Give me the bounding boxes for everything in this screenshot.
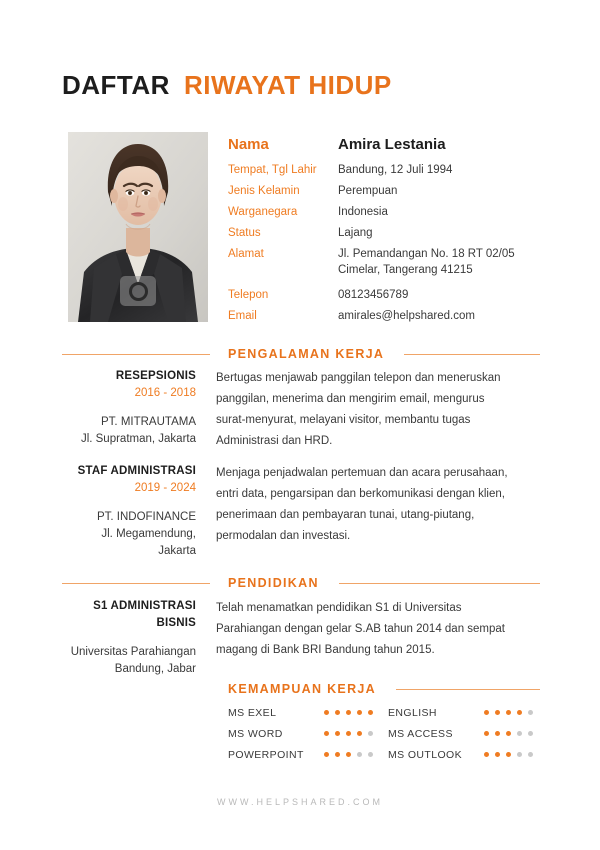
section-title-education: PENDIDIKAN (228, 576, 319, 590)
rating-dot-filled (335, 731, 340, 736)
rating-dot-empty (528, 710, 533, 715)
page-title (62, 70, 392, 101)
rating-dot-filled (506, 731, 511, 736)
rating-dot-filled (335, 710, 340, 715)
skill-rating-dots (484, 710, 533, 715)
rating-dot-empty (517, 731, 522, 736)
skill-item (228, 702, 388, 723)
skill-rating-dots (484, 731, 533, 736)
label-tempat-tgl-lahir: Tempat, Tgl Lahir (228, 164, 317, 176)
section-header-experience (62, 347, 540, 361)
rating-dot-filled (324, 731, 329, 736)
row-warganegara (228, 204, 544, 220)
education-institution: Universitas Parahiangan (70, 646, 196, 658)
personal-name-row (228, 136, 544, 153)
label-jenis-kelamin: Jenis Kelamin (228, 185, 300, 197)
rating-dot-empty (368, 752, 373, 757)
section-header-education (62, 576, 540, 590)
label-nama: Nama (228, 136, 269, 153)
experience-1-description (212, 368, 540, 452)
value-telepon: 08123456789 (338, 289, 409, 301)
experience-2-role: STAF ADMINISTRASI (77, 465, 196, 477)
experience-2-desc-line-4: permodalan dan investasi. (216, 530, 351, 542)
education-desc-line-2: Parahiangan dengan gelar S.AB tahun 2014 dan sempat (216, 623, 505, 635)
section-rule-right (339, 583, 540, 584)
experience-2-years: 2019 - 2024 (134, 482, 196, 494)
rating-dot-empty (528, 731, 533, 736)
rating-dot-filled (495, 710, 500, 715)
rating-dot-filled (346, 710, 351, 715)
label-alamat: Alamat (228, 248, 264, 260)
skill-item (388, 702, 540, 723)
section-rule-right (396, 689, 540, 690)
rating-dot-empty (517, 752, 522, 757)
row-tempat-tgl-lahir (228, 162, 544, 178)
row-email (228, 308, 544, 324)
rating-dot-filled (506, 752, 511, 757)
skill-item (228, 744, 388, 765)
experience-1-location: Jl. Supratman, Jakarta (80, 433, 196, 445)
alamat-line-1: Jl. Pemandangan No. 18 RT 02/05 (338, 248, 515, 260)
experience-2-desc-line-3: penerimaan dan pembayaran tunai, utang-piutang, (216, 509, 475, 521)
experience-2-desc-line-2: entri data, pengarsipan dan berkomunikasi dengan klien, (216, 488, 505, 500)
rating-dot-filled (484, 731, 489, 736)
section-header-skills (228, 682, 540, 696)
rating-dot-filled (346, 731, 351, 736)
experience-1-company: PT. MITRAUTAMA (101, 416, 196, 428)
education-desc-line-1: Telah menamatkan pendidikan S1 di Universitas (216, 602, 462, 614)
rating-dot-empty (357, 752, 362, 757)
education-location: Bandung, Jabar (114, 663, 196, 675)
skills-grid (228, 702, 540, 765)
rating-dot-filled (495, 752, 500, 757)
row-telepon (228, 287, 544, 303)
label-email: Email (228, 310, 257, 322)
rating-dot-empty (368, 731, 373, 736)
experience-2-company: PT. INDOFINANCE (96, 511, 196, 523)
rating-dot-filled (517, 710, 522, 715)
experience-2-meta (62, 463, 212, 560)
education-description (212, 598, 540, 678)
label-status: Status (228, 227, 261, 239)
rating-dot-filled (357, 710, 362, 715)
skill-label: MS OUTLOOK (388, 748, 463, 761)
rating-dot-filled (368, 710, 373, 715)
value-jenis-kelamin: Perempuan (338, 185, 398, 197)
skill-label: ENGLISH (388, 706, 437, 719)
value-alamat (338, 246, 515, 278)
rating-dot-filled (324, 710, 329, 715)
rating-dot-filled (506, 710, 511, 715)
rating-dot-filled (335, 752, 340, 757)
skill-item (388, 744, 540, 765)
rating-dot-filled (484, 710, 489, 715)
skill-item (388, 723, 540, 744)
experience-1-desc-line-3: surat-menyurat, melayani visitor, membantu tugas (216, 414, 471, 426)
education-desc-line-3: magang di Bank BRI Bandung tahun 2015. (216, 644, 435, 656)
alamat-line-2: Cimelar, Tangerang 41215 (338, 264, 473, 276)
applicant-photo (68, 132, 208, 322)
rating-dot-filled (484, 752, 489, 757)
value-email: amirales@helpshared.com (338, 310, 475, 322)
section-rule-left (62, 583, 210, 584)
row-jenis-kelamin (228, 183, 544, 199)
experience-2-description (212, 463, 540, 560)
rating-dot-filled (346, 752, 351, 757)
label-telepon: Telepon (228, 289, 269, 301)
experience-1-meta (62, 368, 212, 452)
title-riwayat-hidup: RIWAYAT HIDUP (183, 70, 392, 100)
value-nama: Amira Lestania (338, 136, 446, 153)
title-daftar: DAFTAR (62, 70, 170, 100)
experience-1-role: RESEPSIONIS (115, 370, 196, 382)
footer-website: WWW.HELPSHARED.COM (216, 797, 383, 807)
rating-dot-filled (324, 752, 329, 757)
education-meta (62, 598, 212, 678)
experience-1-years: 2016 - 2018 (134, 387, 196, 399)
row-status (228, 225, 544, 241)
experience-1-desc-line-2: panggilan, menerima dan mengirim email, mengurus (216, 393, 485, 405)
experience-2-location: Jl. Megamendung, Jakarta (101, 528, 196, 557)
experience-1-desc-line-4: Administrasi dan HRD. (216, 435, 333, 447)
personal-info (228, 136, 544, 329)
education-entry (62, 598, 540, 678)
value-status: Lajang (338, 227, 373, 239)
skill-label: MS EXEL (228, 706, 277, 719)
section-rule-left (62, 354, 210, 355)
camera-icon (120, 276, 156, 306)
skill-label: MS ACCESS (388, 727, 453, 740)
value-tempat-tgl-lahir: Bandung, 12 Juli 1994 (338, 164, 453, 176)
skill-rating-dots (484, 752, 533, 757)
skill-item (228, 723, 388, 744)
row-alamat (228, 246, 544, 278)
skill-label: MS WORD (228, 727, 283, 740)
education-degree: S1 ADMINISTRASI BISNIS (93, 600, 196, 629)
experience-2-desc-line-1: Menjaga penjadwalan pertemuan dan acara perusahaan, (216, 467, 508, 479)
rating-dot-empty (528, 752, 533, 757)
rating-dot-filled (495, 731, 500, 736)
experience-1-desc-line-1: Bertugas menjawab panggilan telepon dan meneruskan (216, 372, 501, 384)
label-warganegara: Warganegara (228, 206, 298, 218)
skill-rating-dots (324, 752, 373, 757)
experience-entry-1 (62, 368, 540, 452)
rating-dot-filled (357, 731, 362, 736)
value-warganegara: Indonesia (338, 206, 388, 218)
section-title-experience: PENGALAMAN KERJA (228, 347, 385, 361)
skill-label: POWERPOINT (228, 748, 304, 761)
section-rule-right (404, 354, 540, 355)
skill-rating-dots (324, 710, 373, 715)
section-title-skills: KEMAMPUAN KERJA (228, 682, 376, 696)
skill-rating-dots (324, 731, 373, 736)
experience-entry-2 (62, 463, 540, 560)
